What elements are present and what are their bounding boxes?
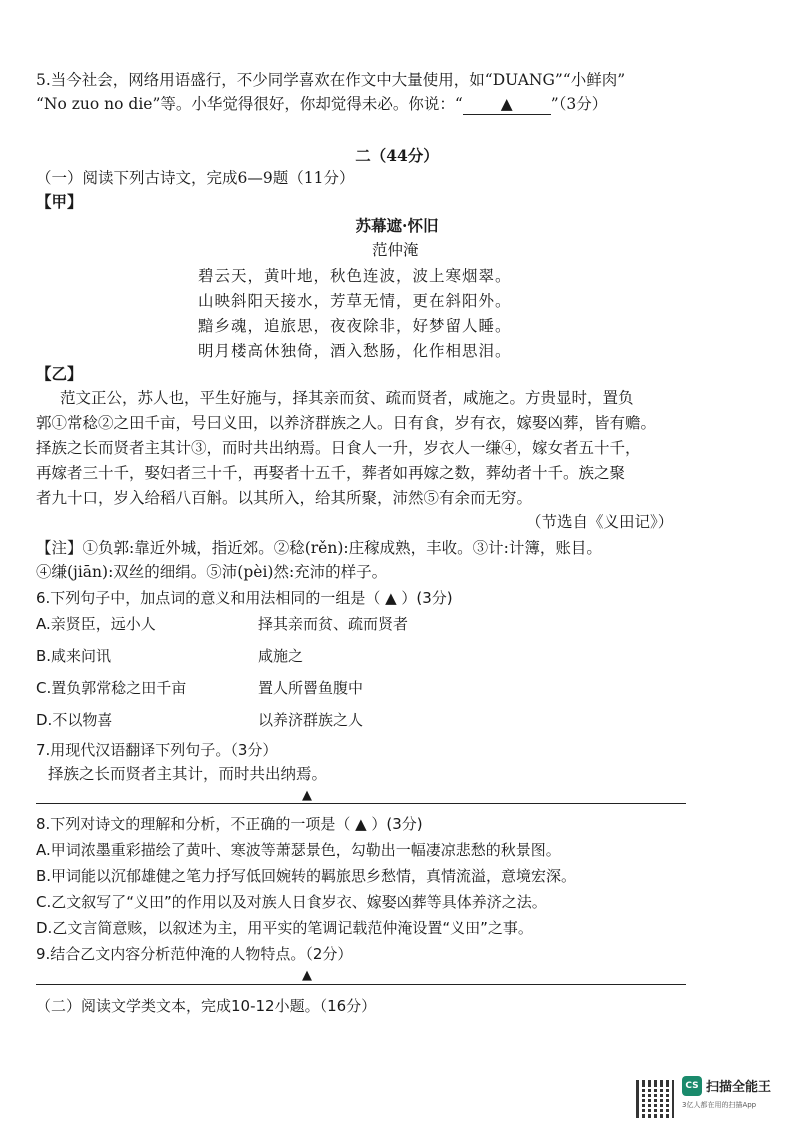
note-line-2: ④缣(jiān):双丝的细绢。⑤沛(pèi)然:充沛的样子。 — [36, 563, 388, 581]
poem-line-2: 山映斜阳天接水，芳草无情，更在斜阳外。 — [198, 292, 512, 310]
scanner-title: 扫描全能王 — [706, 1080, 772, 1095]
q6-option-a-left: A.亲贤臣，远小人 — [36, 615, 156, 633]
yi-line-3: 择族之长而贤者主其计③，而时共出纳焉。日食人一升，岁衣人一缣④，嫁女者五十千， — [36, 439, 641, 457]
yi-source: （节选自《义田记》） — [526, 513, 674, 531]
part2-heading: （二）阅读文学类文本，完成10-12小题。（16分） — [36, 997, 377, 1015]
q7-stem: 7.用现代汉语翻译下列句子。（3分） — [36, 741, 278, 759]
poem-line-4: 明月楼高休独倚，酒入愁肠，化作相思泪。 — [198, 342, 512, 360]
yi-line-5: 者九十口，岁入给稻八百斛。以其所入，给其所聚，沛然⑤有余而无穷。 — [36, 489, 533, 507]
q8-option-a: A.甲词浓墨重彩描绘了黄叶、寒波等萧瑟景色，勾勒出一幅凄凉悲愁的秋景图。 — [36, 841, 561, 859]
q8-option-c: C.乙文叙写了“义田”的作用以及对族人日食岁衣、嫁娶凶葬等具体养济之法。 — [36, 893, 547, 911]
q5-line2 — [36, 94, 607, 115]
q7-answer-line — [36, 803, 686, 804]
q5-line2-pre: “No zuo no die”等。小华觉得很好，你却觉得未必。你说：“ — [36, 95, 463, 113]
section2-title: 二（44分） — [355, 146, 439, 165]
q6-stem: 6.下列句子中，加点词的意义和用法相同的一组是（ ▲ ）(3分) — [36, 589, 453, 607]
q7-answer-marker: ▲ — [302, 788, 312, 803]
scanner-subtitle: 3亿人都在用的扫描App — [682, 1101, 757, 1109]
yi-line-4: 再嫁者三十千，娶妇者三十千，再娶者十五千，葬者如再嫁之数，葬幼者十千。族之聚 — [36, 464, 626, 482]
q9-stem: 9.结合乙文内容分析范仲淹的人物特点。（2分） — [36, 945, 353, 963]
yi-label: 【乙】 — [36, 364, 83, 383]
part1-heading: （一）阅读下列古诗文，完成6—9题（11分） — [36, 169, 355, 187]
poem-line-3: 黯乡魂，追旅思，夜夜除非，好梦留人睡。 — [198, 317, 512, 335]
q5-line1: 5.当今社会，网络用语盛行，不少同学喜欢在作文中大量使用，如“DUANG”“小鲜肉” — [36, 71, 626, 89]
q5-line2-post: ”（3分） — [550, 95, 608, 113]
q6-option-d-right: 以养济群族之人 — [258, 711, 364, 729]
poem-author: 范仲淹 — [372, 241, 419, 259]
q9-answer-line — [36, 984, 686, 985]
poem-title: 苏幕遮·怀旧 — [355, 216, 439, 235]
q7-sentence: 择族之长而贤者主其计，而时共出纳焉。 — [48, 765, 328, 783]
note-line-1: 【注】①负郭:靠近外城，指近郊。②稔(rěn):庄稼成熟，丰收。③计:计簿，账目。 — [36, 539, 602, 557]
q8-stem: 8.下列对诗文的理解和分析，不正确的一项是（ ▲ ）(3分) — [36, 815, 423, 833]
q6-option-b-left: B.咸来问讯 — [36, 647, 112, 665]
q6-option-c-left: C.置负郭常稔之田千亩 — [36, 679, 187, 697]
jia-label: 【甲】 — [36, 192, 83, 211]
yi-line-2: 郭①常稔②之田千亩，号曰义田，以养济群族之人。日有食，岁有衣，嫁娶凶葬，皆有赡。 — [36, 414, 657, 432]
q8-option-d: D.乙文言简意赅，以叙述为主，用平实的笔调记载范仲淹设置“义田”之事。 — [36, 919, 533, 937]
qr-code-icon — [636, 1080, 674, 1118]
q9-answer-marker: ▲ — [302, 968, 312, 983]
poem-line-1: 碧云天，黄叶地，秋色连波，波上寒烟翠。 — [198, 267, 512, 285]
camscanner-logo-icon: CS — [682, 1076, 702, 1096]
q8-option-b: B.甲词能以沉郁雄健之笔力抒写低回婉转的羁旅思乡愁情，真情流溢，意境宏深。 — [36, 867, 577, 885]
q6-option-b-right: 咸施之 — [258, 647, 304, 665]
yi-line-1: 范文正公，苏人也，平生好施与，择其亲而贫、疏而贤者，咸施之。方贵显时，置负 — [60, 389, 634, 407]
q5-answer-blank: ▲ — [463, 94, 551, 115]
q6-option-d-left: D.不以物喜 — [36, 711, 113, 729]
q6-option-a-right: 择其亲而贫、疏而贤者 — [258, 615, 409, 633]
q6-option-c-right: 置人所罾鱼腹中 — [258, 679, 364, 697]
